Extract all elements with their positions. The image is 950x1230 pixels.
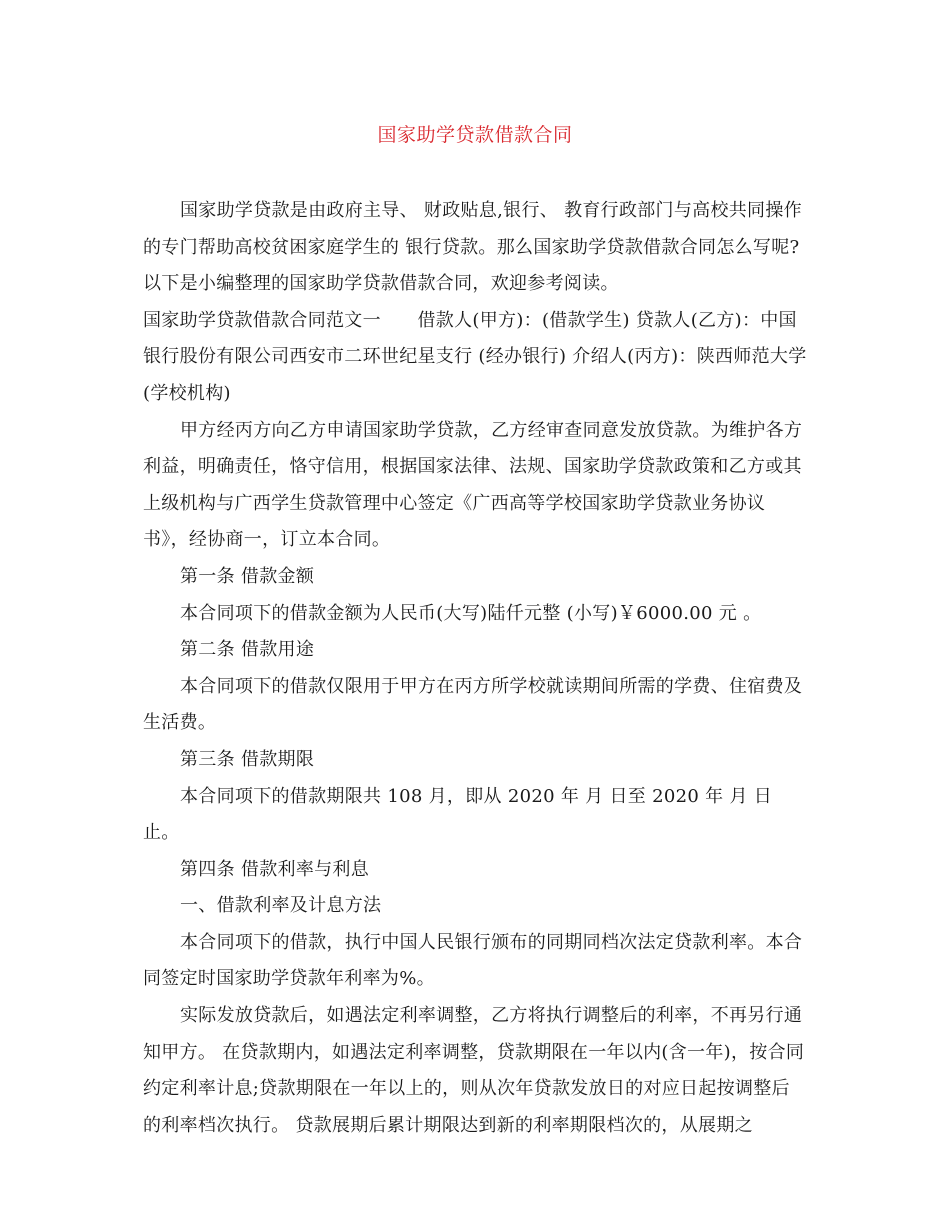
document-title: 国家助学贷款借款合同: [377, 124, 573, 146]
article-3-text: 本合同项下的借款期限共 108 月，即从 2020 年 月 日至 2020 年 月 日止。: [143, 785, 773, 844]
article-2-heading: 第二条 借款用途: [180, 639, 315, 661]
article-1-heading: 第一条 借款金额: [180, 565, 315, 587]
document-body: [143, 193, 808, 1144]
article-1-text: 本合同项下的借款金额为人民币(大写)陆仟元整 (小写)￥6000.00 元 。: [180, 602, 762, 624]
article-3-heading: 第三条 借款期限: [180, 748, 315, 770]
article-4-heading: 第四条 借款利率与利息: [180, 858, 370, 880]
article-4-text-1: 本合同项下的借款，执行中国人民银行颁布的同期同档次法定贷款利率。本合同签定时国家助学贷款年利率为%。: [143, 931, 803, 990]
article-4-subheading: 一、借款利率及计息方法: [180, 895, 382, 917]
article-4-text-2: 实际发放贷款后，如遇法定利率调整，乙方将执行调整后的利率，不再另行通知甲方。 在贷款期内，如遇法定利率调整，贷款期限在一年以内(含一年)，按合同约定利率计息;贷款期限在一年以上的，则从次年贷款发放日的对应日起按调整后的利率档次执行。 贷款展期后累计期限达到新的利率期限档次的，从展期之: [143, 1005, 805, 1136]
intro-paragraph: 国家助学贷款是由政府主导、 财政贴息,银行、 教育行政部门与高校共同操作的专门帮助高校贫困家庭学生的 银行贷款。那么国家助学贷款借款合同怎么写呢?以下是小编整理的国家助学贷款借款合同，欢迎参考阅读。: [143, 200, 802, 295]
parties-paragraph: 国家助学贷款借款合同范文一 借款人(甲方)：(借款学生) 贷款人(乙方)：中国银行股份有限公司西安市二环世纪星支行 (经办银行) 介绍人(丙方)：陕西师范大学 (学校机构): [143, 309, 807, 404]
article-2-text: 本合同项下的借款仅限用于甲方在丙方所学校就读期间所需的学费、住宿费及生活费。: [143, 675, 803, 734]
purpose-paragraph: 甲方经丙方向乙方申请国家助学贷款，乙方经审查同意发放贷款。为维护各方利益，明确责任，恪守信用，根据国家法律、法规、国家助学贷款政策和乙方或其上级机构与广西学生贷款管理中心签定《广西高等学校国家助学贷款业务协议书》，经协商一，订立本合同。: [143, 419, 803, 551]
